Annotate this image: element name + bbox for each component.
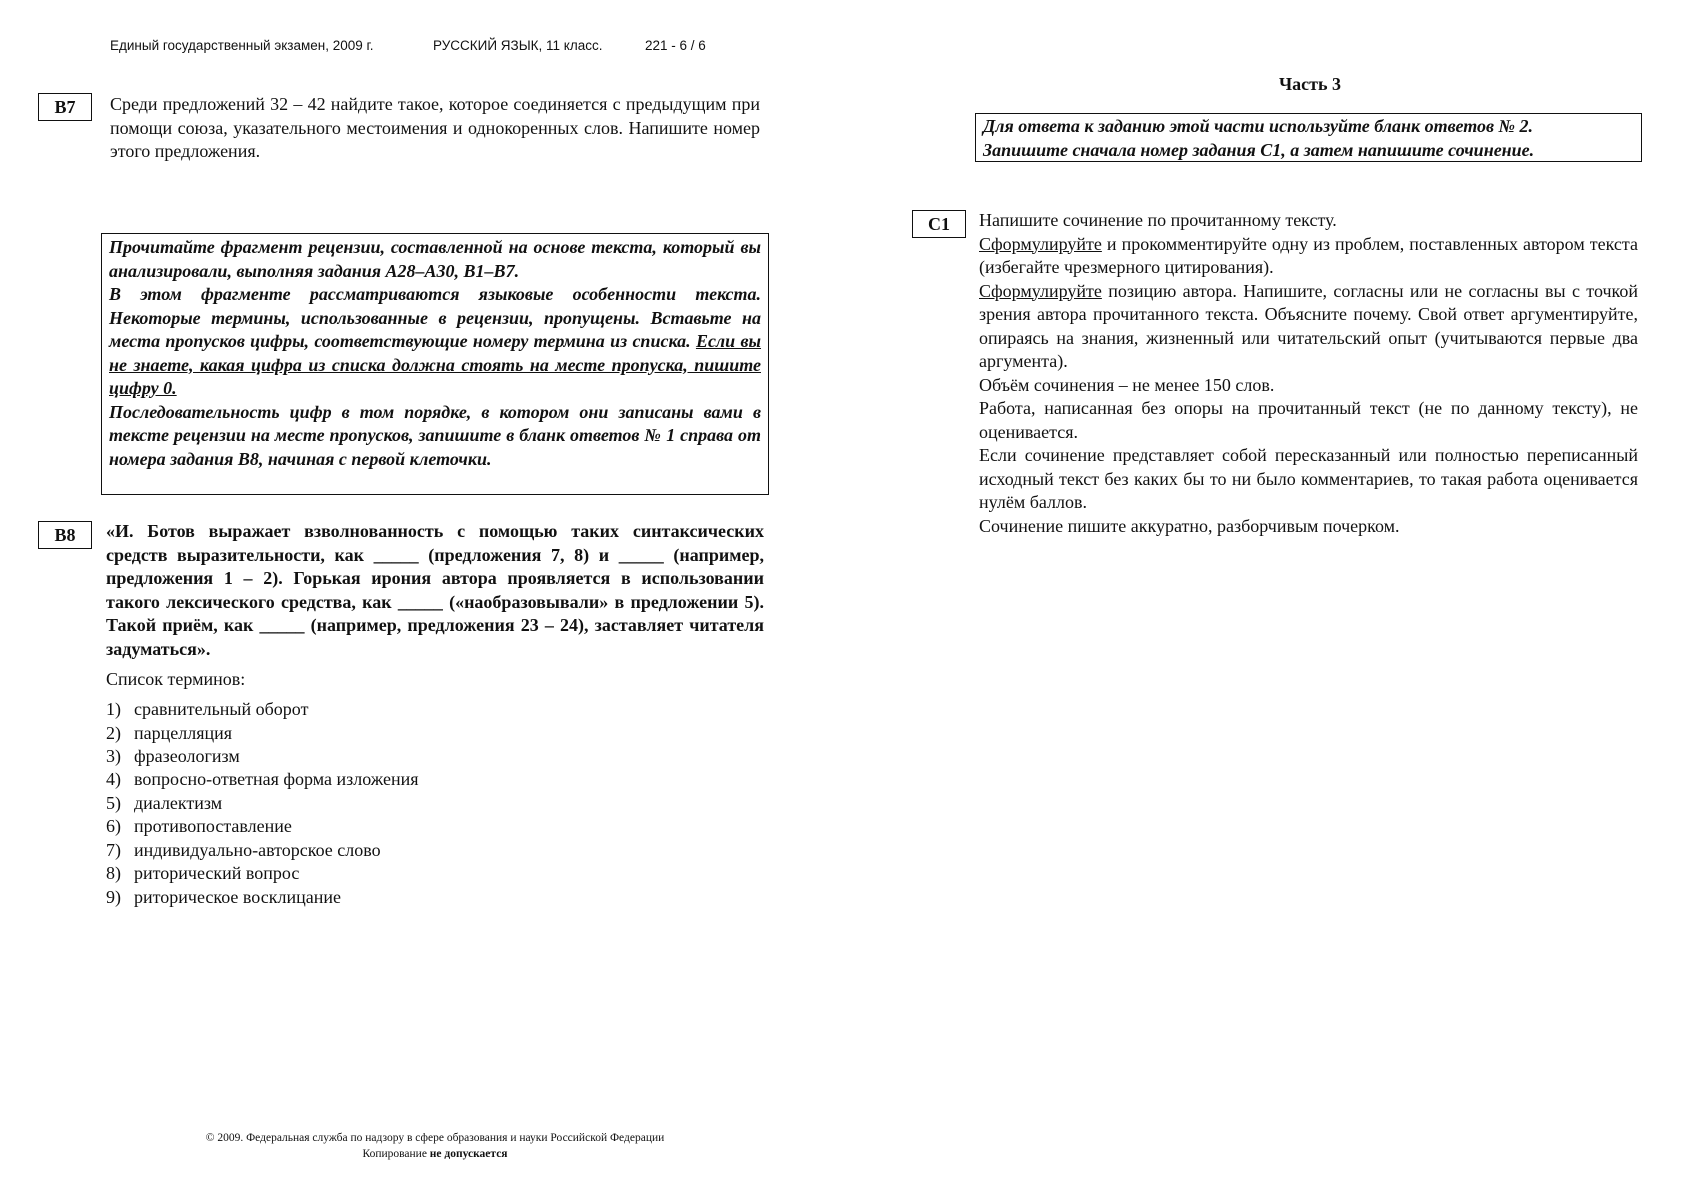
part3-title: Часть 3 [1278,74,1342,94]
c1-p1: Напишите сочинение по прочитанному тексту. [979,210,1337,230]
term-number: 5) [106,793,121,813]
c1-p2-underlined: Сформулируйте [979,233,1102,254]
footer-copy-bold: не допускается [429,1148,508,1160]
term-number: 6) [106,816,121,836]
term-number: 8) [106,863,121,883]
c1-p4: Объём сочинения – не менее 150 слов. [979,374,1275,395]
part3-instruction-line1: Для ответа к заданию этой части используйте бланк ответов № 2. [983,116,1533,136]
term-number: 9) [106,887,121,907]
term-item [106,745,240,768]
footer-copy-prefix: Копирование [362,1148,430,1160]
term-label: сравнительный оборот [134,699,309,719]
header-subject: РУССКИЙ ЯЗЫК, 11 класс. [433,38,603,53]
b8-review-text: «И. Ботов выражает взволнованность с помощью таких синтаксических средств выразительности, как _____ (предложения 7, 8) и _____ (например, предложения 1 – 2). Горькая ирония автора проявляется в использовании такого лексического средства, как _____ («наобразовывали» в предложении 5). Такой приём, как _____ (например, предложения 23 – 24), заставляет читателя задуматься». [106,521,764,659]
term-label: фразеологизм [134,746,240,766]
terms-title: Список терминов: [106,669,246,689]
part3-instruction-box [975,113,1642,162]
term-label: риторическое восклицание [134,887,341,907]
b7-text: Среди предложений 32 – 42 найдите такое, которое соединяется с предыдущим при помощи союза, указательного местоимения и однокоренных слов. Напишите номер этого предложения. [110,94,760,161]
review-instructions-box [101,233,769,495]
c1-p7: Сочинение пишите аккуратно, разборчивым почерком. [979,515,1400,536]
term-item [106,886,341,909]
c1-p2 [979,233,1638,280]
task-tag-b8: В8 [38,521,92,549]
instructions-p1: Прочитайте фрагмент рецензии, составленной на основе текста, который вы анализировали, выполняя задания А28–А30, В1–В7. [109,237,761,281]
instructions-p2-underlined: Если вы не знаете, какая цифра из списка должна стоять на месте пропуска, пишите цифру 0. [109,331,762,398]
term-item [106,792,222,815]
part3-instruction-line2: Запишите сначала номер задания С1, а затем напишите сочинение. [983,139,1535,160]
c1-p3-underlined: Сформулируйте [979,280,1102,301]
term-label: противопоставление [134,816,292,836]
term-item [106,839,381,862]
term-label: индивидуально-авторское слово [134,840,381,860]
instructions-p2 [109,283,761,401]
c1-p2-rest: и прокомментируйте одну из проблем, поставленных автором текста (избегайте чрезмерного цитирования). [979,233,1638,277]
term-number: 4) [106,769,121,789]
term-label: вопросно-ответная форма изложения [134,769,419,789]
term-label: диалектизм [134,793,223,813]
term-number: 1) [106,699,121,719]
header-page: 221 - 6 / 6 [645,38,706,53]
task-tag-b7: В7 [38,93,92,121]
c1-p5: Работа, написанная без опоры на прочитанный текст (не по данному тексту), не оценивается. [979,398,1638,442]
term-item [106,698,308,721]
term-item [106,722,232,745]
term-item [106,862,299,885]
c1-p3-rest: позицию автора. Напишите, согласны или не согласны вы с точкой зрения автора прочитанного текста. Объясните почему. Свой ответ аргументируйте, опираясь на знания, жизненный или читательский опыт (учитываются первые два аргумента). [979,280,1638,371]
term-item [106,768,419,791]
term-number: 7) [106,840,121,860]
term-number: 3) [106,746,121,766]
term-label: парцелляция [134,723,233,743]
term-number: 2) [106,723,121,743]
footer-copy-note [185,1148,685,1160]
task-tag-c1: С1 [912,210,966,238]
instructions-p3: Последовательность цифр в том порядке, в котором они записаны вами в тексте рецензии на месте пропусков, запишите в бланк ответов № 1 справа от номера задания В8, начиная с первой клеточки. [109,401,761,469]
term-item [106,815,292,838]
term-label: риторический вопрос [134,863,300,883]
header-exam: Единый государственный экзамен, 2009 г. [110,38,374,53]
footer-copyright: © 2009. Федеральная служба по надзору в сфере образования и науки Российской Федерации [205,1132,665,1144]
c1-p6: Если сочинение представляет собой пересказанный или полностью переписанный исходный текст без каких бы то ни было комментариев, то такая работа оценивается нулём баллов. [979,445,1638,512]
c1-text [979,209,1638,538]
c1-p3 [979,280,1638,374]
instructions-p2-start: В этом фрагменте рассматриваются языковые особенности текста. Некоторые термины, использованные в рецензии, пропущены. Вставьте на места пропусков цифры, соответствующие номеру термина из списка. [109,284,761,351]
